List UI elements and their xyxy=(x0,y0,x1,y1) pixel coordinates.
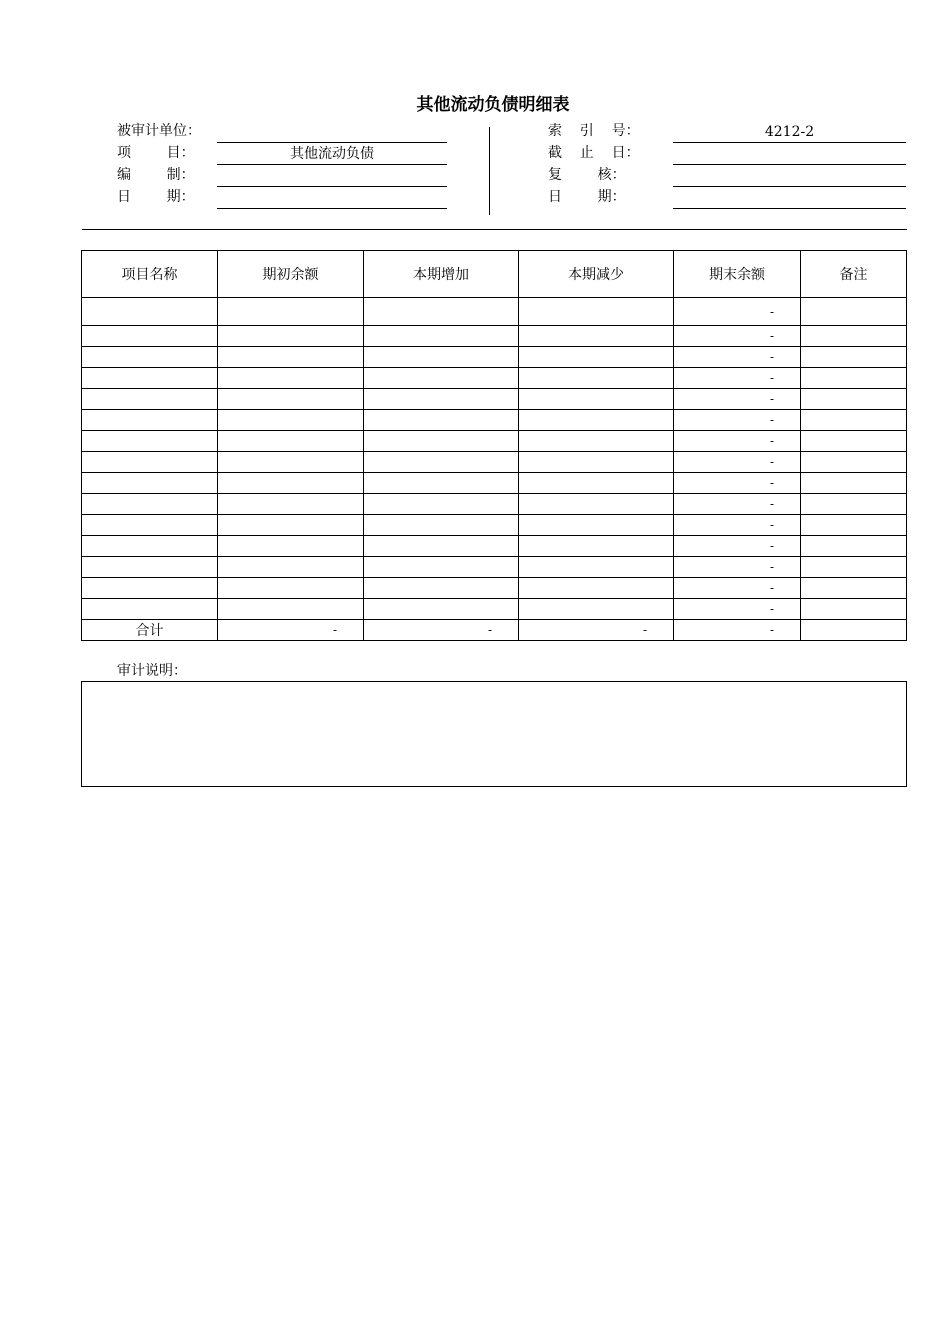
audit-notes-label: 审计说明： xyxy=(117,663,187,679)
table-row xyxy=(82,389,907,410)
table-row xyxy=(82,326,907,347)
table-cell[interactable] xyxy=(519,515,674,536)
total-decrease-cell[interactable]: - xyxy=(519,620,674,641)
review-date-label: 日 期： xyxy=(548,189,626,205)
table-cell[interactable] xyxy=(519,536,674,557)
table-cell[interactable] xyxy=(82,536,218,557)
table-cell[interactable] xyxy=(801,410,907,431)
index-number-label: 索 引 号： xyxy=(548,123,640,139)
reviewed-by-field[interactable] xyxy=(673,166,906,187)
item-field[interactable]: 其他流动负债 xyxy=(217,144,447,165)
ending-balance-cell[interactable]: - xyxy=(674,452,801,473)
review-date-field[interactable] xyxy=(673,188,906,209)
table-cell[interactable] xyxy=(82,368,218,389)
column-header: 本期增加 xyxy=(364,251,519,298)
table-cell[interactable] xyxy=(82,578,218,599)
index-number-field[interactable]: 4212-2 xyxy=(673,122,906,143)
table-cell[interactable] xyxy=(364,557,519,578)
prepared-date-label: 日 期： xyxy=(117,189,195,205)
table-cell[interactable] xyxy=(801,368,907,389)
table-cell[interactable] xyxy=(801,326,907,347)
detail-table xyxy=(81,250,907,641)
table-cell[interactable] xyxy=(519,389,674,410)
table-cell[interactable] xyxy=(519,599,674,620)
table-cell[interactable] xyxy=(218,410,364,431)
table-cell[interactable] xyxy=(519,410,674,431)
table-row xyxy=(82,298,907,326)
table-row xyxy=(82,557,907,578)
table-cell[interactable] xyxy=(364,578,519,599)
table-cell[interactable] xyxy=(801,536,907,557)
column-header: 备注 xyxy=(801,251,907,298)
prepared-by-label: 编 制： xyxy=(117,167,195,183)
table-row xyxy=(82,515,907,536)
header-divider xyxy=(489,127,490,215)
table-cell[interactable] xyxy=(218,368,364,389)
table-cell[interactable] xyxy=(801,473,907,494)
total-remark-cell[interactable] xyxy=(801,620,907,641)
reviewed-by-label: 复 核： xyxy=(548,167,626,183)
ending-balance-cell[interactable]: - xyxy=(674,578,801,599)
ending-balance-cell[interactable]: - xyxy=(674,368,801,389)
table-cell[interactable] xyxy=(801,578,907,599)
table-cell[interactable] xyxy=(364,368,519,389)
ending-balance-cell[interactable]: - xyxy=(674,410,801,431)
table-row xyxy=(82,410,907,431)
table-cell[interactable] xyxy=(519,298,674,326)
ending-balance-cell[interactable]: - xyxy=(674,557,801,578)
table-cell[interactable] xyxy=(519,557,674,578)
column-header: 本期减少 xyxy=(519,251,674,298)
table-cell[interactable] xyxy=(364,599,519,620)
ending-balance-cell[interactable]: - xyxy=(674,347,801,368)
table-cell[interactable] xyxy=(364,494,519,515)
table-cell[interactable] xyxy=(801,347,907,368)
column-header: 项目名称 xyxy=(82,251,218,298)
table-cell[interactable] xyxy=(218,431,364,452)
table-cell[interactable] xyxy=(82,347,218,368)
ending-balance-cell[interactable]: - xyxy=(674,326,801,347)
table-row xyxy=(82,536,907,557)
table-cell[interactable] xyxy=(519,431,674,452)
table-cell[interactable] xyxy=(218,515,364,536)
table-cell[interactable] xyxy=(82,410,218,431)
table-cell[interactable] xyxy=(218,347,364,368)
item-label: 项 目： xyxy=(117,145,195,161)
table-row xyxy=(82,494,907,515)
prepared-date-field[interactable] xyxy=(217,188,447,209)
table-cell[interactable] xyxy=(218,298,364,326)
table-cell[interactable] xyxy=(364,298,519,326)
table-cell[interactable] xyxy=(519,326,674,347)
table-cell[interactable] xyxy=(82,326,218,347)
total-ending-cell[interactable]: - xyxy=(674,620,801,641)
table-cell[interactable] xyxy=(519,473,674,494)
table-cell[interactable] xyxy=(218,578,364,599)
table-cell[interactable] xyxy=(364,536,519,557)
table-cell[interactable] xyxy=(519,494,674,515)
table-cell[interactable] xyxy=(218,557,364,578)
column-header: 期初余额 xyxy=(218,251,364,298)
column-header: 期末余额 xyxy=(674,251,801,298)
table-cell[interactable] xyxy=(218,599,364,620)
cutoff-date-label: 截 止 日： xyxy=(548,145,640,161)
table-cell[interactable] xyxy=(218,536,364,557)
table-cell[interactable] xyxy=(801,515,907,536)
table-cell[interactable] xyxy=(218,326,364,347)
table-cell[interactable] xyxy=(218,389,364,410)
ending-balance-cell[interactable]: - xyxy=(674,473,801,494)
table-cell[interactable] xyxy=(82,389,218,410)
ending-balance-cell[interactable]: - xyxy=(674,431,801,452)
table-cell[interactable] xyxy=(364,347,519,368)
table-header-row xyxy=(82,251,907,298)
audit-notes-box[interactable] xyxy=(81,681,907,787)
table-cell[interactable] xyxy=(801,599,907,620)
table-row xyxy=(82,473,907,494)
table-cell[interactable] xyxy=(801,452,907,473)
table-cell[interactable] xyxy=(519,578,674,599)
table-cell[interactable] xyxy=(519,368,674,389)
total-increase-cell[interactable]: - xyxy=(364,620,519,641)
cutoff-date-field[interactable] xyxy=(673,144,906,165)
table-cell[interactable] xyxy=(801,389,907,410)
table-cell[interactable] xyxy=(364,410,519,431)
table-cell[interactable] xyxy=(364,452,519,473)
total-row xyxy=(82,620,907,641)
table-cell[interactable] xyxy=(82,473,218,494)
page-title: 其他流动负债明细表 xyxy=(416,95,570,115)
audited-entity-field[interactable] xyxy=(217,122,447,143)
table-cell[interactable] xyxy=(82,515,218,536)
table-row xyxy=(82,452,907,473)
table-row xyxy=(82,599,907,620)
table-row xyxy=(82,347,907,368)
ending-balance-cell[interactable]: - xyxy=(674,599,801,620)
table-cell[interactable] xyxy=(218,452,364,473)
table-cell[interactable] xyxy=(82,599,218,620)
ending-balance-cell[interactable]: - xyxy=(674,515,801,536)
table-row xyxy=(82,368,907,389)
table-cell[interactable] xyxy=(218,473,364,494)
table-cell[interactable] xyxy=(82,298,218,326)
table-cell[interactable] xyxy=(364,515,519,536)
table-cell[interactable] xyxy=(364,326,519,347)
table-cell[interactable] xyxy=(82,431,218,452)
table-cell[interactable] xyxy=(82,557,218,578)
table-cell[interactable] xyxy=(218,494,364,515)
table-row xyxy=(82,578,907,599)
table-cell[interactable] xyxy=(519,452,674,473)
table-row xyxy=(82,431,907,452)
ending-balance-cell[interactable]: - xyxy=(674,298,801,326)
table-cell[interactable] xyxy=(519,347,674,368)
table-cell[interactable] xyxy=(801,494,907,515)
table-cell[interactable] xyxy=(801,431,907,452)
table-cell[interactable] xyxy=(364,473,519,494)
table-cell[interactable] xyxy=(82,452,218,473)
table-cell[interactable] xyxy=(801,557,907,578)
header-rule xyxy=(82,229,907,230)
total-opening-cell[interactable]: - xyxy=(218,620,364,641)
table-cell[interactable] xyxy=(801,298,907,326)
table-cell[interactable] xyxy=(364,389,519,410)
table-cell[interactable] xyxy=(82,494,218,515)
ending-balance-cell[interactable]: - xyxy=(674,536,801,557)
total-label: 合计 xyxy=(82,620,218,641)
audited-entity-label: 被审计单位： xyxy=(117,123,201,139)
ending-balance-cell[interactable]: - xyxy=(674,389,801,410)
prepared-by-field[interactable] xyxy=(217,166,447,187)
table-cell[interactable] xyxy=(364,431,519,452)
ending-balance-cell[interactable]: - xyxy=(674,494,801,515)
